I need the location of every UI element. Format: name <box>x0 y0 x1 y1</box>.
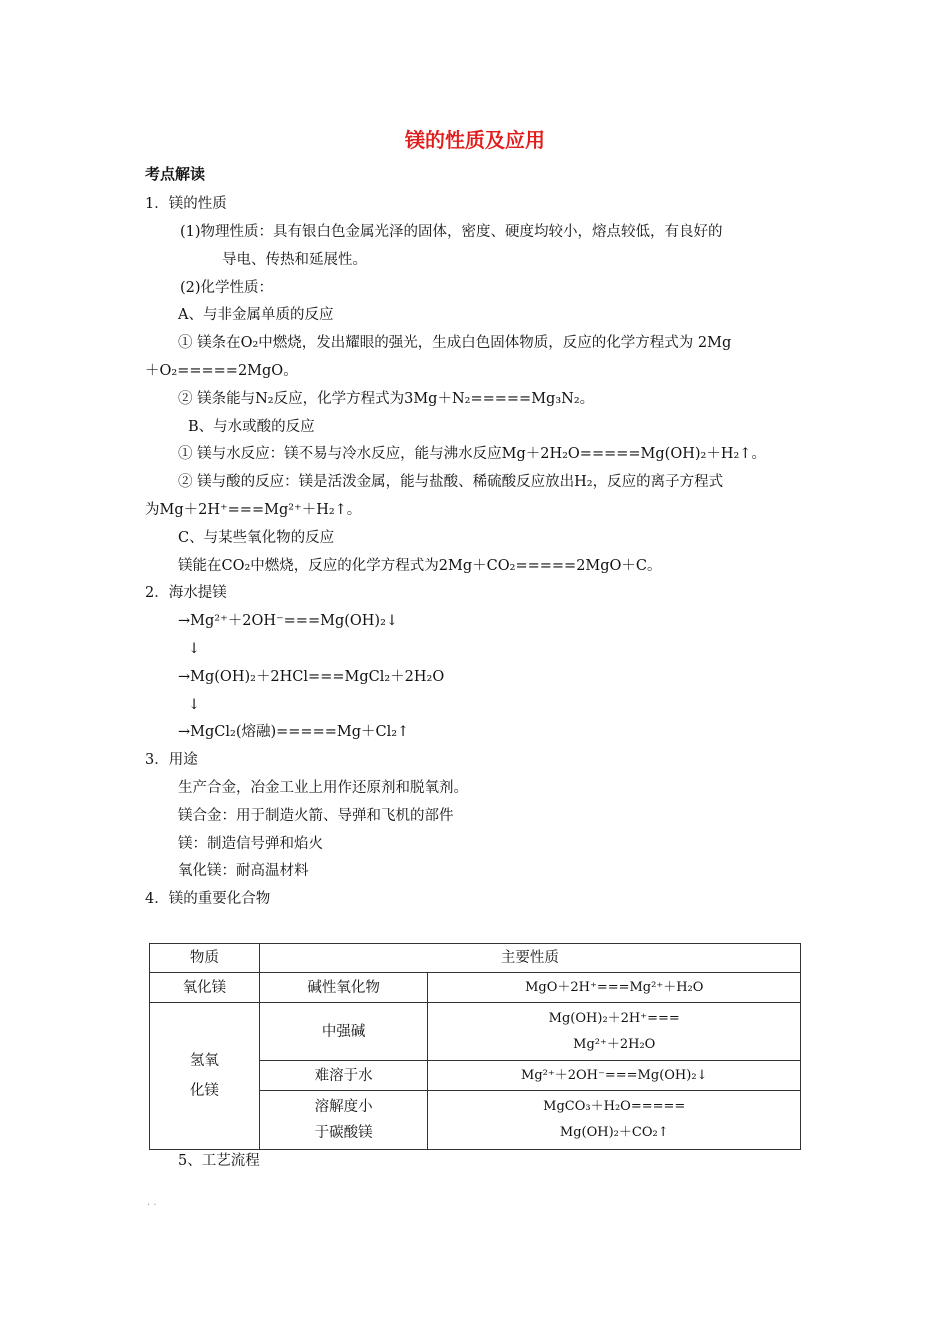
cell-mgo: 氧化镁 <box>150 973 260 1003</box>
page-title: 镁的性质及应用 <box>405 128 545 152</box>
sub-b-2a: ② 镁与酸的反应：镁是活泼金属，能与盐酸、稀硫酸反应放出H₂，反应的离子方程式 <box>178 474 724 490</box>
sub-b-1: ① 镁与水反应：镁不易与冷水反应，能与沸水反应Mg＋2H₂O=====Mg(OH)₂＋H₂↑。 <box>178 446 766 462</box>
base-eq-line1: Mg(OH)₂＋2H⁺=== <box>548 1010 680 1026</box>
heading-1: 1．镁的性质 <box>145 196 227 212</box>
cell-solubility <box>259 1091 428 1150</box>
para-chemical: (2)化学性质： <box>180 280 274 296</box>
sub-a-2: ② 镁条能与N₂反应，化学方程式为3Mg＋N₂=====Mg₃N₂。 <box>178 391 595 407</box>
cell-mgo-eq: MgO＋2H⁺===Mg²⁺＋H₂O <box>428 973 801 1003</box>
sub-c: C、与某些氧化物的反应 <box>178 530 335 546</box>
step-2: →Mg(OH)₂＋2HCl===MgCl₂＋2H₂O <box>178 669 445 685</box>
cell-insoluble-eq: Mg²⁺＋2OH⁻===Mg(OH)₂↓ <box>428 1061 801 1091</box>
header-substance: 物质 <box>150 944 260 973</box>
compounds-table <box>149 943 801 1150</box>
footer-mark: · · <box>147 1200 157 1211</box>
sub-c-1: 镁能在CO₂中燃烧，反应的化学方程式为2Mg＋CO₂=====2MgO＋C。 <box>178 558 662 574</box>
heading-2: 2．海水提镁 <box>145 585 227 601</box>
sub-b: B、与水或酸的反应 <box>188 419 315 435</box>
down-arrow-icon: ↓ <box>188 641 201 657</box>
cell-mgoh <box>150 1003 260 1150</box>
cell-base: 中强碱 <box>259 1003 428 1061</box>
solubility-line2: 于碳酸镁 <box>314 1125 373 1141</box>
para-physical-2: 导电、传热和延展性。 <box>222 252 367 268</box>
cell-solubility-eq <box>428 1091 801 1150</box>
down-arrow-icon: ↓ <box>188 697 201 713</box>
step-3: →MgCl₂(熔融)=====Mg＋Cl₂↑ <box>178 724 410 740</box>
header-properties: 主要性质 <box>259 944 800 973</box>
solubility-eq-line2: Mg(OH)₂＋CO₂↑ <box>559 1125 669 1140</box>
step-1: →Mg²⁺＋2OH⁻===Mg(OH)₂↓ <box>178 613 399 629</box>
sub-a-1a: ① 镁条在O₂中燃烧，发出耀眼的强光，生成白色固体物质，反应的化学方程式为 2Mg <box>178 335 732 351</box>
solubility-eq-line1: MgCO₃＋H₂O===== <box>543 1099 686 1114</box>
use-3: 镁：制造信号弹和焰火 <box>178 836 323 852</box>
heading-4: 4．镁的重要化合物 <box>145 891 271 907</box>
cell-base-eq <box>428 1003 801 1061</box>
cell-mgo-prop: 碱性氧化物 <box>259 973 428 1003</box>
use-4: 氧化镁：耐高温材料 <box>178 863 309 879</box>
heading-3: 3．用途 <box>145 752 198 768</box>
sub-b-2b: 为Mg＋2H⁺===Mg²⁺＋H₂↑。 <box>145 502 362 518</box>
cell-mgoh-text: 氢氧化镁 <box>189 1053 219 1099</box>
cell-insoluble: 难溶于水 <box>259 1061 428 1091</box>
section-header: 考点解读 <box>145 165 206 183</box>
base-eq-line2: Mg²⁺＋2H₂O <box>573 1036 656 1052</box>
sub-a: A、与非金属单质的反应 <box>178 307 334 323</box>
solubility-line1: 溶解度小 <box>314 1099 373 1115</box>
para-physical-1: (1)物理性质：具有银白色金属光泽的固体，密度、硬度均较小，熔点较低，有良好的 <box>180 224 723 240</box>
use-2: 镁合金：用于制造火箭、导弹和飞机的部件 <box>178 808 454 824</box>
heading-5: 5、工艺流程 <box>178 1153 260 1169</box>
sub-a-1b: ＋O₂=====2MgO。 <box>145 363 298 379</box>
use-1: 生产合金，冶金工业上用作还原剂和脱氧剂。 <box>178 780 468 796</box>
